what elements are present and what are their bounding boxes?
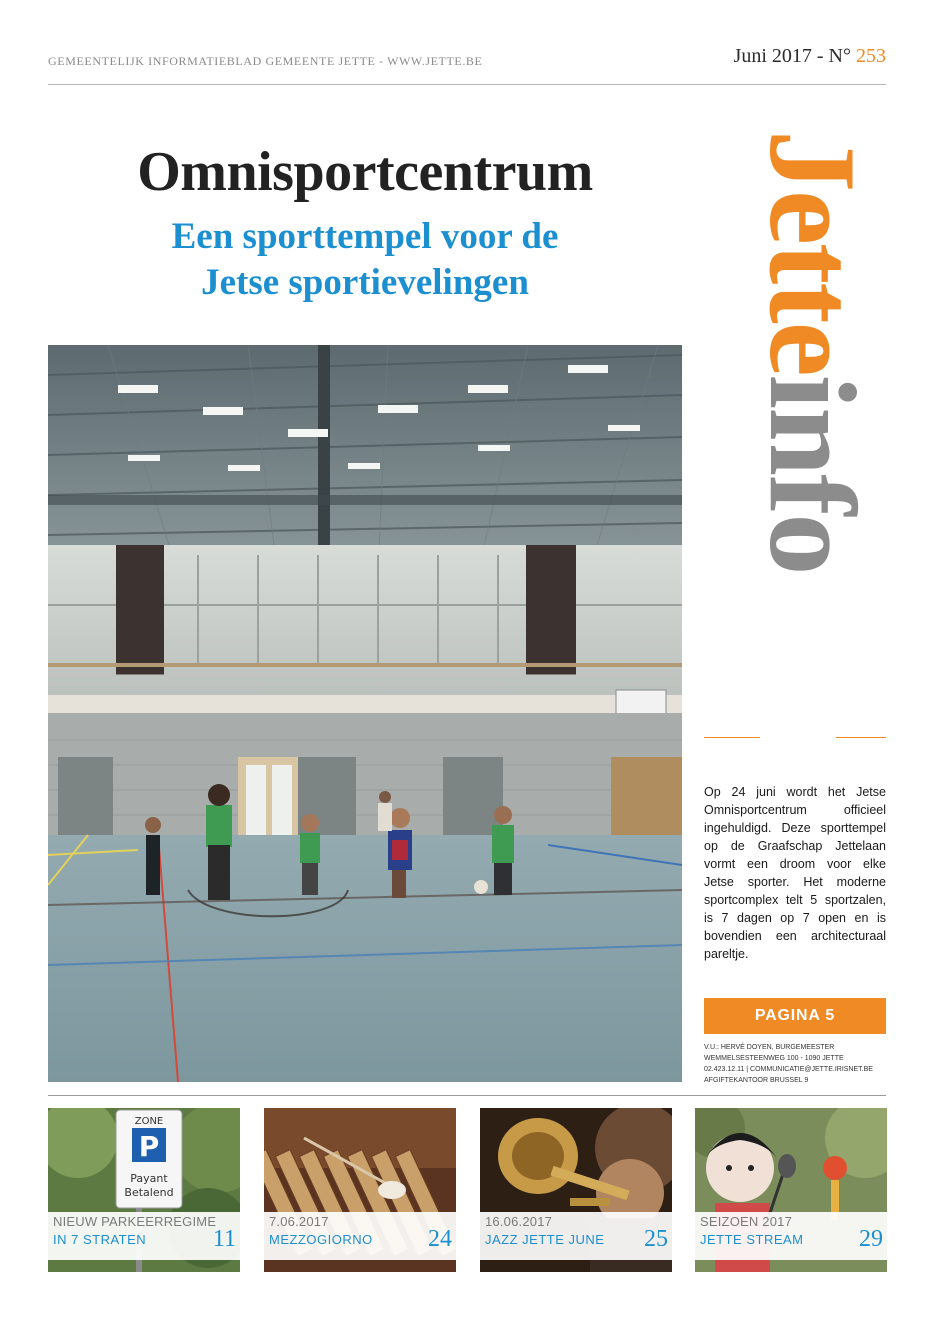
teaser-line-1: NIEUW PARKEERREGIME: [53, 1214, 217, 1229]
teaser-line-1: SEIZOEN 2017: [700, 1214, 792, 1229]
sub-headline: [48, 214, 682, 306]
masthead-part-1: Jette: [744, 130, 881, 375]
intro-text: Op 24 juni wordt het Jetse Omnisportcentrum officieel ingehuldigd. Deze sporttempel op de Graafschap Jettelaan vormt een droom voor elke Jetse sporter. Het moderne sportcomplex telt 5 sportzalen, is 7 dagen op 7 open en is bovendien een architecturaal pareltje.: [704, 785, 886, 961]
masthead-logo: [744, 130, 881, 760]
sports-hall-photo: [48, 345, 682, 1082]
teaser-divider: [48, 1095, 886, 1096]
issue-number: 253: [856, 45, 886, 67]
teaser-mezzogiorno[interactable]: [264, 1108, 456, 1272]
teaser-line-2: JAZZ JETTE JUNE: [485, 1232, 605, 1247]
masthead-part-2: info: [744, 374, 881, 574]
teaser-line-1: 16.06.2017: [485, 1214, 553, 1229]
teaser-page-number: 11: [212, 1226, 236, 1252]
sign-zone-text: ZONE: [134, 1116, 164, 1127]
masthead: [744, 130, 881, 760]
issue-label: Juni 2017 - N°: [733, 45, 851, 67]
colophon-line: WEMMELSESTEENWEG 100 - 1090 JETTE: [704, 1055, 844, 1062]
colophon: [704, 1042, 886, 1086]
sports-hall-illustration: [48, 345, 682, 1082]
colophon-line: AFGIFTEKANTOOR BRUSSEL 9: [704, 1077, 809, 1084]
sub-headline-line-2: Jetse sportievelingen: [201, 262, 529, 303]
teaser-page-number: 29: [859, 1226, 883, 1252]
publication-tagline: GEMEENTELIJK INFORMATIEBLAD GEMEENTE JETTE - WWW.JETTE.BE: [48, 54, 483, 68]
teaser-jette-stream[interactable]: [695, 1108, 887, 1272]
colophon-line: 02.423.12.11 | COMMUNICATIE@JETTE.IRISNET.BE: [704, 1066, 873, 1073]
sign-p-letter: P: [138, 1130, 160, 1163]
page-reference-button[interactable]: PAGINA 5: [704, 998, 886, 1034]
header-bar: [48, 44, 886, 85]
masthead-rule-left: [704, 737, 760, 738]
sign-payant: Payant: [130, 1172, 168, 1185]
teaser-line-1: 7.06.2017: [269, 1214, 329, 1229]
teaser-jazz-jette-june[interactable]: [480, 1108, 672, 1272]
teaser-line-2: IN 7 STRATEN: [53, 1232, 147, 1247]
teaser-line-2: MEZZOGIORNO: [269, 1232, 373, 1247]
main-headline: Omnisportcentrum: [137, 141, 593, 203]
sign-betalend: Betalend: [124, 1186, 174, 1199]
teaser-line-2: JETTE STREAM: [700, 1232, 804, 1247]
sub-headline-line-1: Een sporttempel voor de: [171, 216, 559, 257]
issue-info: [734, 45, 886, 68]
teaser-parking[interactable]: [48, 1108, 240, 1272]
masthead-rule-right: [836, 737, 886, 738]
teaser-page-number: 25: [644, 1226, 668, 1252]
teaser-page-number: 24: [428, 1226, 452, 1252]
colophon-line: V.U.: HERVÉ DOYEN, BURGEMEESTER: [704, 1044, 835, 1051]
